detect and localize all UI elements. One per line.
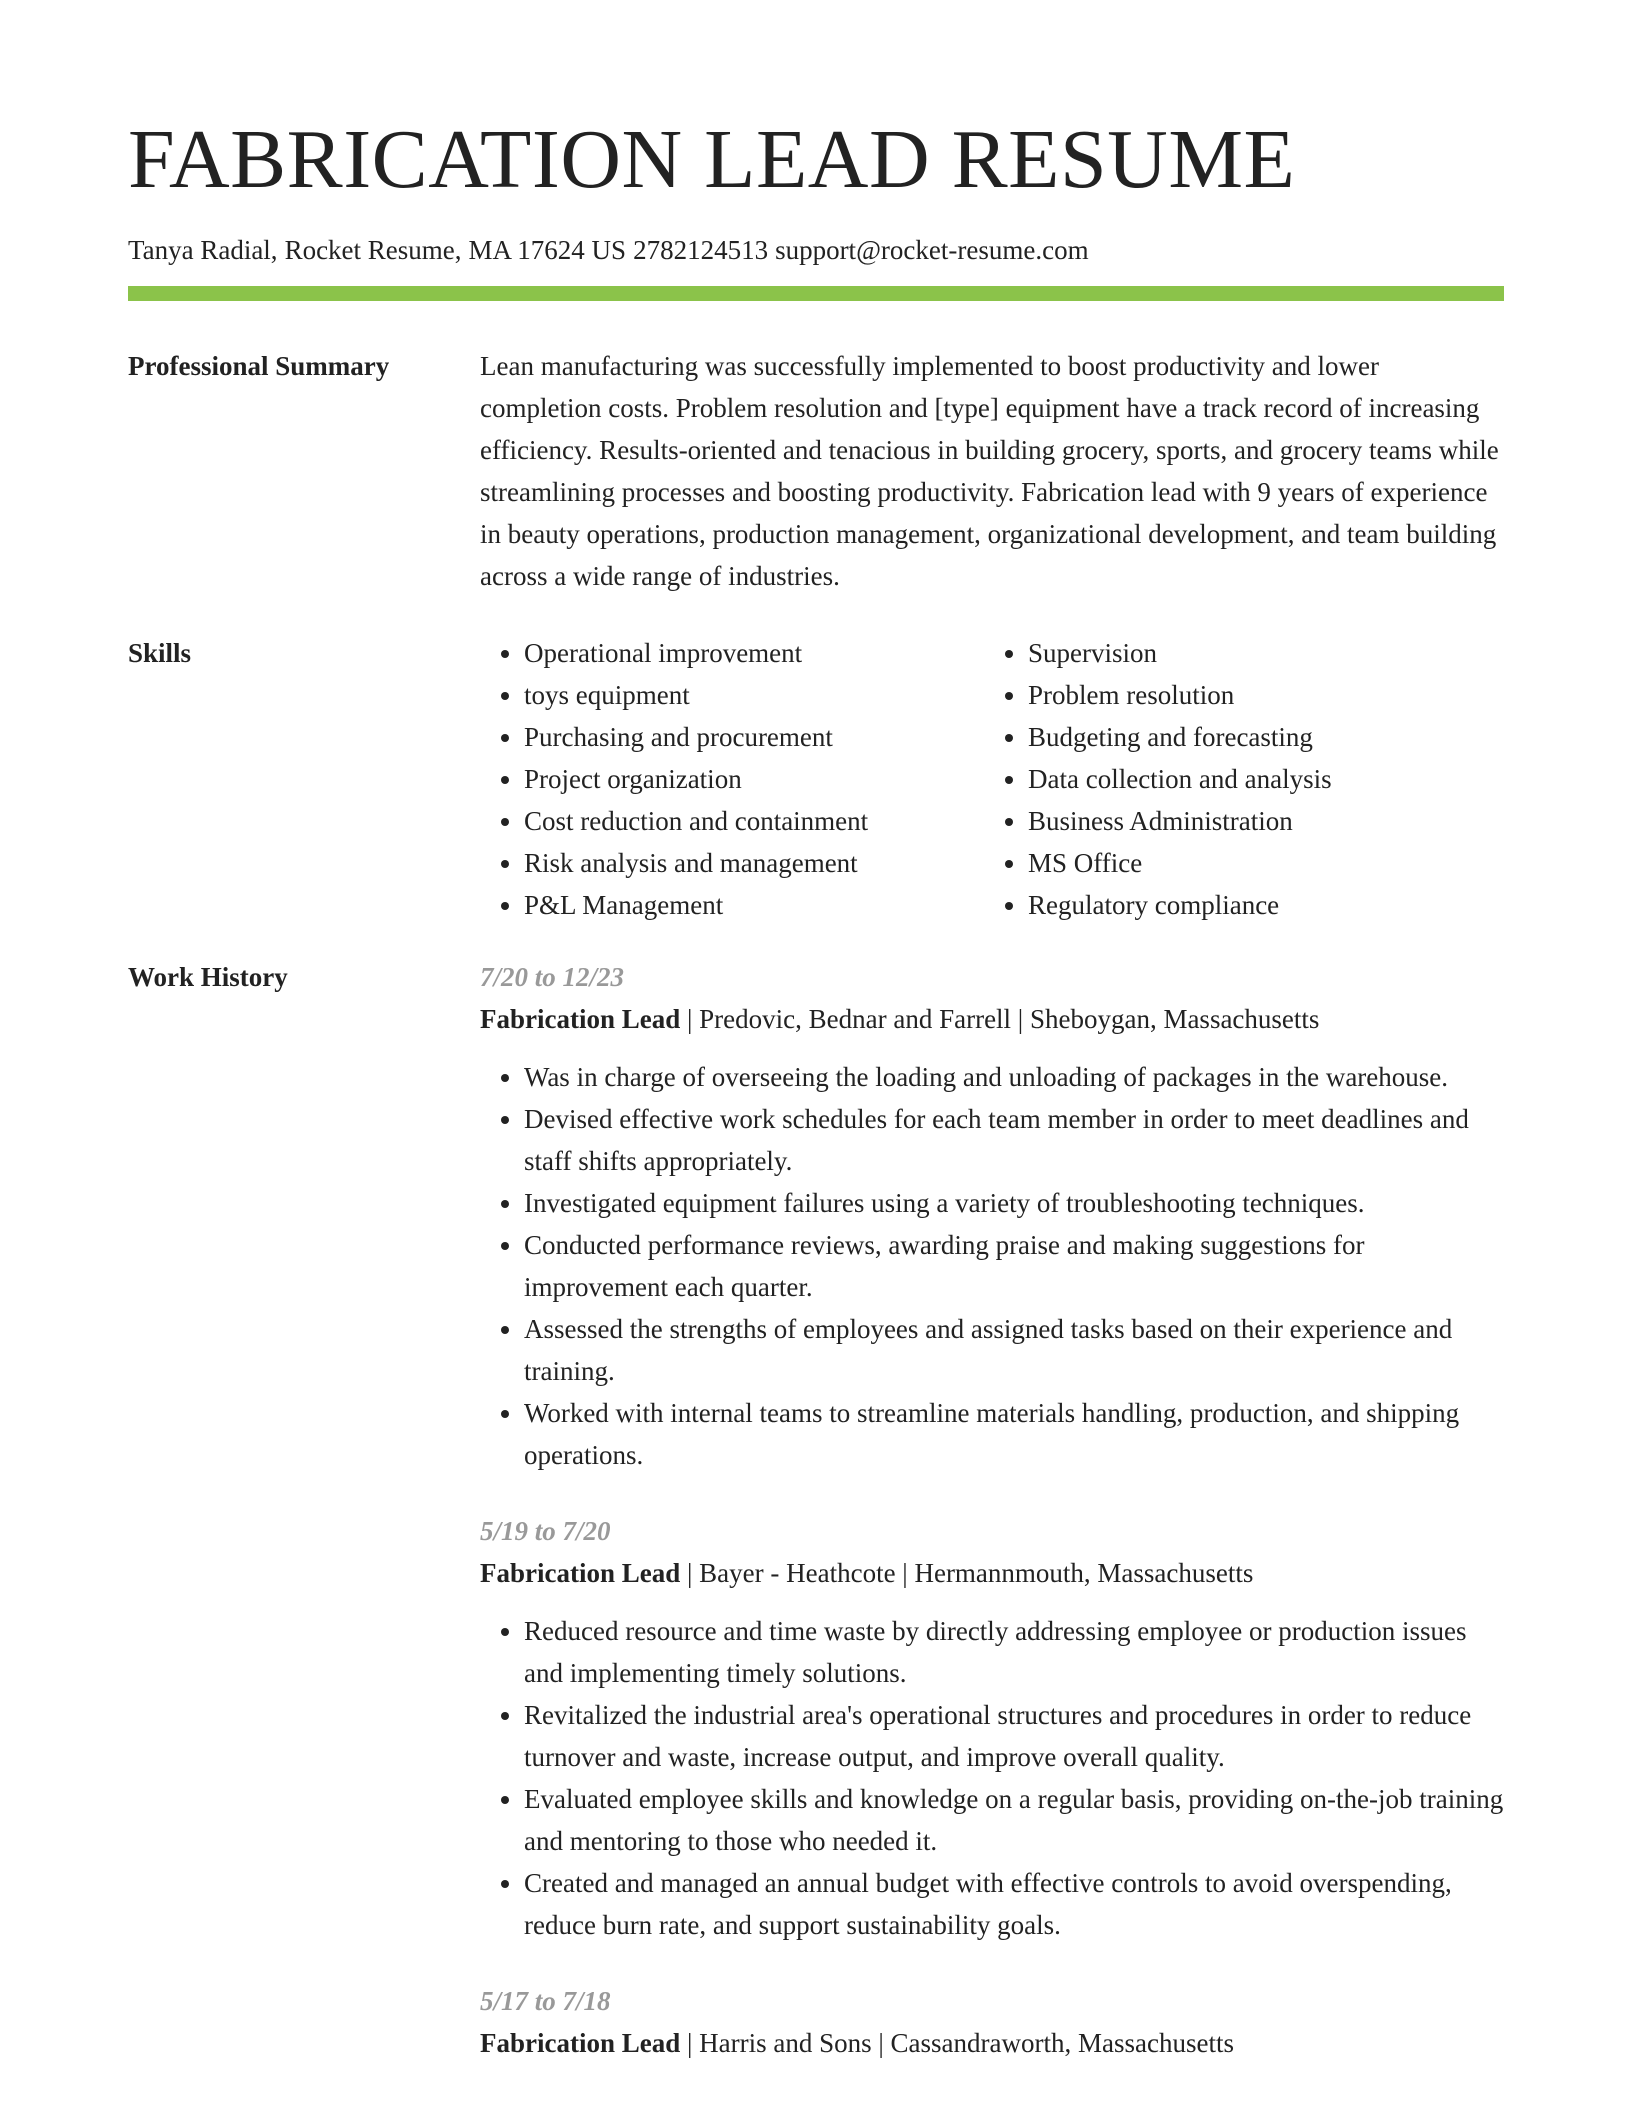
job-employer-location: | Bayer - Heathcote | Hermannmouth, Massachusetts — [680, 1558, 1254, 1588]
job-bullet: • Devised effective work schedules for each team member in order to meet deadlines and staff shifts appropriately. — [524, 1098, 1504, 1182]
job-title: Fabrication Lead — [480, 2028, 681, 2058]
job-entry — [480, 1980, 1504, 2064]
skill-item: • Supervision — [1028, 632, 1488, 674]
job-dates: 7/20 to 12/23 — [480, 962, 625, 992]
skill-item: • MS Office — [1028, 842, 1488, 884]
job-dates: 5/19 to 7/20 — [480, 1516, 611, 1546]
skill-item: • Operational improvement — [524, 632, 984, 674]
work-history-heading: Work History — [128, 962, 288, 992]
skill-item: • P&L Management — [524, 884, 984, 926]
skill-item: • Business Administration — [1028, 800, 1488, 842]
skills-heading: Skills — [128, 638, 192, 668]
skill-item: • Risk analysis and management — [524, 842, 984, 884]
job-title: Fabrication Lead — [480, 1558, 681, 1588]
skills-columns — [480, 632, 1504, 926]
skill-item: • Cost reduction and containment — [524, 800, 984, 842]
job-employer-location: | Harris and Sons | Cassandraworth, Massachusetts — [680, 2028, 1234, 2058]
job-heading — [480, 998, 1504, 1040]
job-entry — [480, 1510, 1504, 1946]
skill-item: • Problem resolution — [1028, 674, 1488, 716]
job-heading — [480, 1552, 1504, 1594]
header-divider — [128, 286, 1504, 301]
skill-item: • Regulatory compliance — [1028, 884, 1488, 926]
job-bullet: • Evaluated employee skills and knowledge on a regular basis, providing on-the-job training and mentoring to those who needed it. — [524, 1778, 1504, 1862]
skills-list-right — [984, 632, 1488, 926]
summary-heading: Professional Summary — [128, 351, 390, 381]
skill-item: • toys equipment — [524, 674, 984, 716]
job-bullet: • Worked with internal teams to streamline materials handling, production, and shipping operations. — [524, 1392, 1504, 1476]
work-history-body — [480, 956, 1504, 2064]
contact-line — [128, 233, 1096, 267]
job-dates: 5/17 to 7/18 — [480, 1986, 611, 2016]
resume-title: FABRICATION LEAD RESUME — [128, 113, 1296, 206]
job-bullet: • Reduced resource and time waste by directly addressing employee or production issues and implementing timely solutions. — [524, 1610, 1504, 1694]
job-title: Fabrication Lead — [480, 1004, 681, 1034]
job-bullet: • Conducted performance reviews, awarding praise and making suggestions for improvement each quarter. — [524, 1224, 1504, 1308]
skill-item: • Purchasing and procurement — [524, 716, 984, 758]
contact-location: MA 17624 US — [468, 235, 627, 265]
skills-body — [480, 632, 1504, 926]
contact-company: Rocket Resume, — [284, 235, 462, 265]
job-employer-location: | Predovic, Bednar and Farrell | Sheboygan, Massachusetts — [680, 1004, 1320, 1034]
job-bullet: • Was in charge of overseeing the loading and unloading of packages in the warehouse. — [524, 1056, 1504, 1098]
job-heading — [480, 2022, 1504, 2064]
job-entry — [480, 956, 1504, 1476]
skill-item: • Budgeting and forecasting — [1028, 716, 1488, 758]
job-bullets — [480, 1056, 1504, 1476]
job-bullet: • Assessed the strengths of employees and assigned tasks based on their experience and training. — [524, 1308, 1504, 1392]
skill-item: • Project organization — [524, 758, 984, 800]
summary-body — [480, 345, 1504, 597]
job-bullet: • Revitalized the industrial area's operational structures and procedures in order to reduce turnover and waste, increase output, and improve overall quality. — [524, 1694, 1504, 1778]
contact-email: support@rocket-resume.com — [775, 235, 1089, 265]
contact-phone: 2782124513 — [633, 235, 769, 265]
job-bullet: • Investigated equipment failures using a variety of troubleshooting techniques. — [524, 1182, 1504, 1224]
summary-text: Lean manufacturing was successfully implemented to boost productivity and lower completion costs. Problem resolution and [type] equipment have a track record of increasing efficiency. Results-oriented and tenacious in building grocery, sports, and grocery teams while streamlining processes and boosting productivity. Fabrication lead with 9 years of experience in beauty operations, production management, organizational development, and team building across a wide range of industries. — [480, 351, 1499, 591]
contact-name: Tanya Radial, — [128, 235, 278, 265]
job-bullets — [480, 1610, 1504, 1946]
skills-list-left — [480, 632, 984, 926]
skill-item: • Data collection and analysis — [1028, 758, 1488, 800]
job-bullet: • Created and managed an annual budget with effective controls to avoid overspending, reduce burn rate, and support sustainability goals. — [524, 1862, 1504, 1946]
